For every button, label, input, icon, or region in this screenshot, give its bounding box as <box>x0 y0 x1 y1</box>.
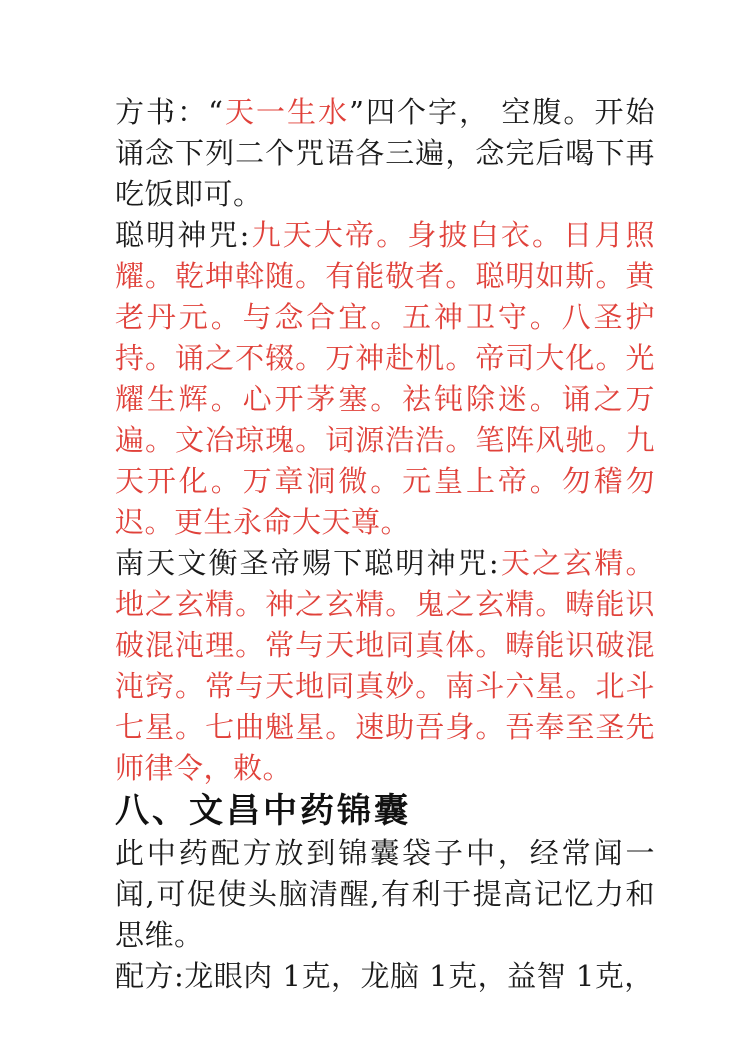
section-body: 此中药配方放到锦囊袋子中，经常闻一闻,可促使头脑清醒,有利于提高记忆力和思维。 <box>115 836 655 952</box>
recipe-line: 配方:龙眼肉 1克，龙脑 1克，益智 1克， <box>115 959 654 993</box>
mantra-1-paragraph <box>115 215 655 543</box>
intro-prefix: 方书：“ <box>115 95 224 129</box>
mantra-2-paragraph <box>115 543 655 789</box>
mantra-1-label: 聪明神咒: <box>115 218 250 252</box>
section-heading: 八、文昌中药锦囊 <box>115 791 411 831</box>
mantra-2-text: 天之玄精。地之玄精。神之玄精。鬼之玄精。畴能识破混沌理。常与天地同真体。畴能识破混沌窍。常与天地同真妙。南斗六星。北斗七星。七曲魁星。速助吾身。吾奉至圣先师律令，敕。 <box>115 546 655 785</box>
mantra-2-label: 南天文衡圣帝赐下聪明神咒: <box>115 546 500 580</box>
intro-paragraph <box>115 92 655 215</box>
intro-highlight: 天一生水 <box>223 95 350 129</box>
page-content <box>115 92 655 997</box>
mantra-1-text: 九天大帝。身披白衣。日月照耀。乾坤斡随。有能敬者。聪明如斯。黄老丹元。与念合宜。五神卫守。八圣护持。诵之不辍。万神赴机。帝司大化。光耀生辉。心开茅塞。祛钝除迷。诵之万遍。文冶琼瑰。词源浩浩。笔阵风驰。九天开化。万章洞微。元皇上帝。勿稽勿迟。更生永命大天尊。 <box>115 218 655 539</box>
intro-suffix: ”四个字， 空腹。开始诵念下列二个咒语各三遍，念完后喝下再吃饭即可。 <box>115 95 655 211</box>
